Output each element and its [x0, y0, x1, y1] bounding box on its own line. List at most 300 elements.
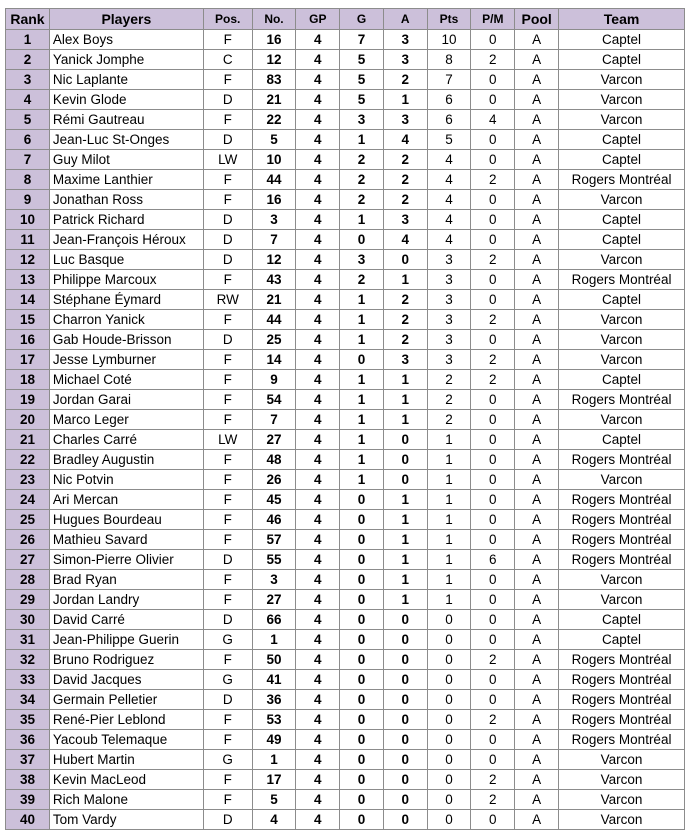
table-row[interactable] [6, 610, 685, 630]
team-cell: Rogers Montréal [559, 490, 685, 510]
pool-cell: A [515, 650, 559, 670]
header-rank[interactable]: Rank [6, 9, 50, 30]
goals-cell: 0 [340, 230, 384, 250]
table-row[interactable] [6, 810, 685, 830]
position-cell: F [203, 650, 252, 670]
pool-cell: A [515, 710, 559, 730]
rank-cell: 5 [6, 110, 50, 130]
position-cell: F [203, 110, 252, 130]
plus-minus-cell: 0 [471, 530, 515, 550]
player-name-cell: Bradley Augustin [49, 450, 203, 470]
player-name-cell: Maxime Lanthier [49, 170, 203, 190]
rank-cell: 26 [6, 530, 50, 550]
pool-cell: A [515, 590, 559, 610]
games-played-cell: 4 [296, 170, 340, 190]
plus-minus-cell: 2 [471, 650, 515, 670]
pool-cell: A [515, 450, 559, 470]
goals-cell: 2 [340, 150, 384, 170]
games-played-cell: 4 [296, 770, 340, 790]
table-row[interactable] [6, 190, 685, 210]
goals-cell: 0 [340, 630, 384, 650]
table-row[interactable] [6, 410, 685, 430]
pool-cell: A [515, 250, 559, 270]
table-row[interactable] [6, 330, 685, 350]
games-played-cell: 4 [296, 610, 340, 630]
plus-minus-cell: 0 [471, 490, 515, 510]
assists-cell: 2 [383, 310, 427, 330]
position-cell: G [203, 670, 252, 690]
plus-minus-cell: 0 [471, 190, 515, 210]
header-assists[interactable]: A [383, 9, 427, 30]
games-played-cell: 4 [296, 330, 340, 350]
rank-cell: 18 [6, 370, 50, 390]
assists-cell: 3 [383, 350, 427, 370]
position-cell: D [203, 690, 252, 710]
assists-cell: 1 [383, 370, 427, 390]
player-name-cell: Jean-Luc St-Onges [49, 130, 203, 150]
player-name-cell: Jordan Garai [49, 390, 203, 410]
table-row[interactable] [6, 110, 685, 130]
jersey-number-cell: 54 [252, 390, 296, 410]
jersey-number-cell: 44 [252, 310, 296, 330]
player-name-cell: Alex Boys [49, 30, 203, 50]
points-cell: 10 [427, 30, 471, 50]
table-row[interactable] [6, 550, 685, 570]
table-row[interactable] [6, 210, 685, 230]
table-row[interactable] [6, 670, 685, 690]
assists-cell: 1 [383, 590, 427, 610]
games-played-cell: 4 [296, 450, 340, 470]
table-row[interactable] [6, 650, 685, 670]
jersey-number-cell: 26 [252, 470, 296, 490]
team-cell: Varcon [559, 350, 685, 370]
header-points[interactable]: Pts [427, 9, 471, 30]
pool-cell: A [515, 350, 559, 370]
assists-cell: 0 [383, 730, 427, 750]
header-players[interactable]: Players [49, 9, 203, 30]
team-cell: Rogers Montréal [559, 390, 685, 410]
position-cell: G [203, 750, 252, 770]
assists-cell: 0 [383, 470, 427, 490]
team-cell: Captel [559, 290, 685, 310]
table-row[interactable] [6, 350, 685, 370]
plus-minus-cell: 2 [471, 310, 515, 330]
jersey-number-cell: 22 [252, 110, 296, 130]
points-cell: 1 [427, 570, 471, 590]
jersey-number-cell: 4 [252, 810, 296, 830]
goals-cell: 1 [340, 310, 384, 330]
pool-cell: A [515, 150, 559, 170]
rank-cell: 19 [6, 390, 50, 410]
table-body [6, 30, 685, 830]
games-played-cell: 4 [296, 650, 340, 670]
player-name-cell: Brad Ryan [49, 570, 203, 590]
jersey-number-cell: 48 [252, 450, 296, 470]
position-cell: F [203, 370, 252, 390]
games-played-cell: 4 [296, 30, 340, 50]
team-cell: Captel [559, 50, 685, 70]
team-cell: Rogers Montréal [559, 510, 685, 530]
position-cell: F [203, 70, 252, 90]
points-cell: 1 [427, 450, 471, 470]
header-games-played[interactable]: GP [296, 9, 340, 30]
pool-cell: A [515, 190, 559, 210]
points-cell: 3 [427, 350, 471, 370]
position-cell: D [203, 210, 252, 230]
plus-minus-cell: 2 [471, 770, 515, 790]
assists-cell: 0 [383, 430, 427, 450]
position-cell: F [203, 310, 252, 330]
player-name-cell: Michael Coté [49, 370, 203, 390]
rank-cell: 27 [6, 550, 50, 570]
plus-minus-cell: 0 [471, 470, 515, 490]
goals-cell: 0 [340, 690, 384, 710]
rank-cell: 10 [6, 210, 50, 230]
team-cell: Varcon [559, 470, 685, 490]
points-cell: 8 [427, 50, 471, 70]
table-row[interactable] [6, 510, 685, 530]
player-name-cell: Marco Leger [49, 410, 203, 430]
table-row[interactable] [6, 710, 685, 730]
rank-cell: 29 [6, 590, 50, 610]
pool-cell: A [515, 90, 559, 110]
player-name-cell: Jonathan Ross [49, 190, 203, 210]
player-name-cell: René-Pier Leblond [49, 710, 203, 730]
table-row[interactable] [6, 230, 685, 250]
games-played-cell: 4 [296, 430, 340, 450]
table-row[interactable] [6, 690, 685, 710]
games-played-cell: 4 [296, 470, 340, 490]
table-row[interactable] [6, 750, 685, 770]
plus-minus-cell: 0 [471, 610, 515, 630]
games-played-cell: 4 [296, 270, 340, 290]
position-cell: G [203, 630, 252, 650]
goals-cell: 1 [340, 330, 384, 350]
games-played-cell: 4 [296, 550, 340, 570]
games-played-cell: 4 [296, 190, 340, 210]
rank-cell: 7 [6, 150, 50, 170]
table-row[interactable] [6, 90, 685, 110]
games-played-cell: 4 [296, 390, 340, 410]
team-cell: Varcon [559, 570, 685, 590]
team-cell: Captel [559, 150, 685, 170]
team-cell: Rogers Montréal [559, 270, 685, 290]
table-row[interactable] [6, 450, 685, 470]
goals-cell: 0 [340, 770, 384, 790]
assists-cell: 2 [383, 150, 427, 170]
goals-cell: 1 [340, 390, 384, 410]
team-cell: Captel [559, 430, 685, 450]
plus-minus-cell: 2 [471, 790, 515, 810]
games-played-cell: 4 [296, 690, 340, 710]
position-cell: D [203, 330, 252, 350]
plus-minus-cell: 0 [471, 150, 515, 170]
rank-cell: 23 [6, 470, 50, 490]
team-cell: Rogers Montréal [559, 530, 685, 550]
points-cell: 0 [427, 770, 471, 790]
table-row[interactable] [6, 390, 685, 410]
position-cell: F [203, 170, 252, 190]
position-cell: F [203, 270, 252, 290]
rank-cell: 8 [6, 170, 50, 190]
assists-cell: 0 [383, 650, 427, 670]
player-name-cell: Kevin MacLeod [49, 770, 203, 790]
rank-cell: 2 [6, 50, 50, 70]
pool-cell: A [515, 310, 559, 330]
position-cell: F [203, 530, 252, 550]
team-cell: Varcon [559, 790, 685, 810]
position-cell: F [203, 770, 252, 790]
goals-cell: 1 [340, 210, 384, 230]
assists-cell: 2 [383, 330, 427, 350]
position-cell: F [203, 490, 252, 510]
plus-minus-cell: 2 [471, 250, 515, 270]
jersey-number-cell: 36 [252, 690, 296, 710]
position-cell: D [203, 550, 252, 570]
plus-minus-cell: 0 [471, 730, 515, 750]
table-row[interactable] [6, 770, 685, 790]
assists-cell: 4 [383, 130, 427, 150]
games-played-cell: 4 [296, 230, 340, 250]
table-row[interactable] [6, 270, 685, 290]
points-cell: 7 [427, 70, 471, 90]
goals-cell: 1 [340, 370, 384, 390]
table-row[interactable] [6, 430, 685, 450]
goals-cell: 5 [340, 90, 384, 110]
goals-cell: 0 [340, 810, 384, 830]
goals-cell: 3 [340, 110, 384, 130]
rank-cell: 28 [6, 570, 50, 590]
plus-minus-cell: 0 [471, 430, 515, 450]
goals-cell: 1 [340, 470, 384, 490]
assists-cell: 1 [383, 90, 427, 110]
team-cell: Rogers Montréal [559, 670, 685, 690]
rank-cell: 31 [6, 630, 50, 650]
goals-cell: 5 [340, 50, 384, 70]
assists-cell: 1 [383, 530, 427, 550]
table-row[interactable] [6, 130, 685, 150]
goals-cell: 0 [340, 610, 384, 630]
points-cell: 5 [427, 130, 471, 150]
table-row[interactable] [6, 490, 685, 510]
points-cell: 6 [427, 110, 471, 130]
games-played-cell: 4 [296, 290, 340, 310]
rank-cell: 15 [6, 310, 50, 330]
goals-cell: 2 [340, 270, 384, 290]
player-name-cell: Guy Milot [49, 150, 203, 170]
header-goals[interactable]: G [340, 9, 384, 30]
position-cell: D [203, 810, 252, 830]
player-name-cell: Hubert Martin [49, 750, 203, 770]
jersey-number-cell: 10 [252, 150, 296, 170]
games-played-cell: 4 [296, 570, 340, 590]
position-cell: LW [203, 430, 252, 450]
pool-cell: A [515, 50, 559, 70]
goals-cell: 0 [340, 710, 384, 730]
player-name-cell: Germain Pelletier [49, 690, 203, 710]
player-name-cell: Simon-Pierre Olivier [49, 550, 203, 570]
goals-cell: 0 [340, 350, 384, 370]
assists-cell: 4 [383, 230, 427, 250]
games-played-cell: 4 [296, 670, 340, 690]
table-row[interactable] [6, 150, 685, 170]
jersey-number-cell: 1 [252, 750, 296, 770]
points-cell: 0 [427, 630, 471, 650]
table-row[interactable] [6, 630, 685, 650]
plus-minus-cell: 2 [471, 350, 515, 370]
position-cell: F [203, 350, 252, 370]
table-row[interactable] [6, 50, 685, 70]
assists-cell: 1 [383, 570, 427, 590]
plus-minus-cell: 0 [471, 30, 515, 50]
rank-cell: 25 [6, 510, 50, 530]
position-cell: D [203, 90, 252, 110]
goals-cell: 1 [340, 430, 384, 450]
player-name-cell: Mathieu Savard [49, 530, 203, 550]
jersey-number-cell: 27 [252, 430, 296, 450]
header-team[interactable]: Team [559, 9, 685, 30]
header-plus-minus[interactable]: P/M [471, 9, 515, 30]
team-cell: Varcon [559, 770, 685, 790]
jersey-number-cell: 21 [252, 90, 296, 110]
pool-cell: A [515, 570, 559, 590]
header-number[interactable]: No. [252, 9, 296, 30]
points-cell: 1 [427, 470, 471, 490]
points-cell: 0 [427, 610, 471, 630]
games-played-cell: 4 [296, 510, 340, 530]
goals-cell: 1 [340, 290, 384, 310]
player-name-cell: Philippe Marcoux [49, 270, 203, 290]
team-cell: Varcon [559, 250, 685, 270]
player-name-cell: Stéphane Éymard [49, 290, 203, 310]
assists-cell: 0 [383, 630, 427, 650]
goals-cell: 0 [340, 790, 384, 810]
table-row[interactable] [6, 170, 685, 190]
games-played-cell: 4 [296, 250, 340, 270]
games-played-cell: 4 [296, 210, 340, 230]
table-row[interactable] [6, 290, 685, 310]
points-cell: 0 [427, 790, 471, 810]
points-cell: 1 [427, 510, 471, 530]
header-pool[interactable]: Pool [515, 9, 559, 30]
player-name-cell: Nic Laplante [49, 70, 203, 90]
table-row[interactable] [6, 370, 685, 390]
table-row[interactable] [6, 790, 685, 810]
games-played-cell: 4 [296, 70, 340, 90]
plus-minus-cell: 0 [471, 510, 515, 530]
plus-minus-cell: 0 [471, 290, 515, 310]
jersey-number-cell: 7 [252, 230, 296, 250]
plus-minus-cell: 0 [471, 410, 515, 430]
rank-cell: 12 [6, 250, 50, 270]
assists-cell: 3 [383, 30, 427, 50]
assists-cell: 0 [383, 810, 427, 830]
assists-cell: 1 [383, 510, 427, 530]
table-row[interactable] [6, 250, 685, 270]
goals-cell: 2 [340, 190, 384, 210]
team-cell: Rogers Montréal [559, 690, 685, 710]
games-played-cell: 4 [296, 590, 340, 610]
rank-cell: 6 [6, 130, 50, 150]
assists-cell: 0 [383, 750, 427, 770]
table-row[interactable] [6, 570, 685, 590]
pool-cell: A [515, 110, 559, 130]
plus-minus-cell: 0 [471, 230, 515, 250]
pool-cell: A [515, 530, 559, 550]
goals-cell: 0 [340, 750, 384, 770]
pool-cell: A [515, 490, 559, 510]
team-cell: Rogers Montréal [559, 550, 685, 570]
jersey-number-cell: 5 [252, 790, 296, 810]
points-cell: 4 [427, 190, 471, 210]
table-row[interactable] [6, 30, 685, 50]
pool-cell: A [515, 370, 559, 390]
goals-cell: 7 [340, 30, 384, 50]
jersey-number-cell: 1 [252, 630, 296, 650]
jersey-number-cell: 3 [252, 570, 296, 590]
pool-cell: A [515, 750, 559, 770]
position-cell: F [203, 590, 252, 610]
plus-minus-cell: 0 [471, 570, 515, 590]
table-header [6, 9, 685, 30]
player-name-cell: Yanick Jomphe [49, 50, 203, 70]
games-played-cell: 4 [296, 150, 340, 170]
team-cell: Varcon [559, 310, 685, 330]
player-name-cell: Charron Yanick [49, 310, 203, 330]
team-cell: Varcon [559, 410, 685, 430]
rank-cell: 20 [6, 410, 50, 430]
player-name-cell: Kevin Glode [49, 90, 203, 110]
position-cell: F [203, 510, 252, 530]
player-name-cell: Jean-Philippe Guerin [49, 630, 203, 650]
goals-cell: 0 [340, 650, 384, 670]
pool-cell: A [515, 170, 559, 190]
table-row[interactable] [6, 590, 685, 610]
games-played-cell: 4 [296, 490, 340, 510]
plus-minus-cell: 0 [471, 670, 515, 690]
jersey-number-cell: 50 [252, 650, 296, 670]
assists-cell: 0 [383, 450, 427, 470]
assists-cell: 0 [383, 250, 427, 270]
player-name-cell: Tom Vardy [49, 810, 203, 830]
team-cell: Rogers Montréal [559, 730, 685, 750]
pool-cell: A [515, 30, 559, 50]
plus-minus-cell: 0 [471, 70, 515, 90]
rank-cell: 34 [6, 690, 50, 710]
jersey-number-cell: 49 [252, 730, 296, 750]
table-row[interactable] [6, 470, 685, 490]
jersey-number-cell: 43 [252, 270, 296, 290]
header-row [6, 9, 685, 30]
team-cell: Captel [559, 370, 685, 390]
points-cell: 3 [427, 270, 471, 290]
rank-cell: 39 [6, 790, 50, 810]
points-cell: 3 [427, 290, 471, 310]
rank-cell: 32 [6, 650, 50, 670]
table-row[interactable] [6, 310, 685, 330]
rank-cell: 40 [6, 810, 50, 830]
assists-cell: 2 [383, 70, 427, 90]
table-row[interactable] [6, 70, 685, 90]
table-row[interactable] [6, 530, 685, 550]
header-position[interactable]: Pos. [203, 9, 252, 30]
plus-minus-cell: 0 [471, 390, 515, 410]
team-cell: Varcon [559, 70, 685, 90]
table-row[interactable] [6, 730, 685, 750]
position-cell: C [203, 50, 252, 70]
assists-cell: 1 [383, 270, 427, 290]
goals-cell: 1 [340, 130, 384, 150]
